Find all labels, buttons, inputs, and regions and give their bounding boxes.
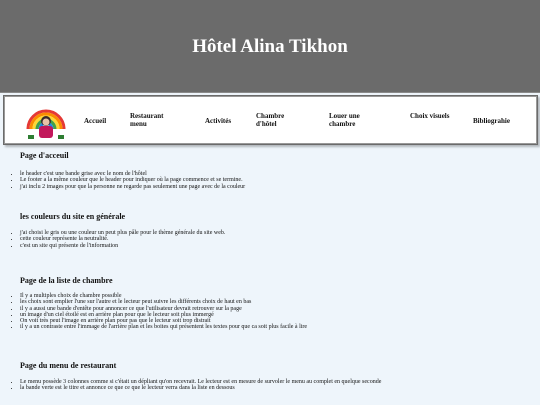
list-item: • Il y a multiples choix de chambre possible bbox=[20, 293, 307, 299]
section-title: les couleurs du site en générale bbox=[20, 212, 126, 221]
list-item: • la bande verte est le titre et annonce ce que ce que le lecteur verra dans la liste en dessous bbox=[20, 385, 381, 391]
section-title: Page d'acceuil bbox=[20, 151, 69, 160]
list-item: • Le menu possède 3 colonnes comme si c'était un dépliant qu'on recevrait. Le lecteur est en mesure de survoler le menu au complet en quelque seconde bbox=[20, 379, 381, 385]
section-list bbox=[0, 293, 307, 331]
nav-item-restaurant-menu[interactable]: Restaurant menu bbox=[130, 112, 164, 128]
list-item: • c'est un site qui présente de l'information bbox=[20, 243, 225, 249]
list-item: • les choix sont emplier l'une sur l'autre et le lecteur peut suivre les différents choix de haut en bas bbox=[20, 299, 307, 305]
nav-bar bbox=[3, 95, 538, 145]
section-list bbox=[0, 171, 245, 190]
nav-item-bibliographie[interactable]: Bibliograhie bbox=[473, 117, 510, 125]
nav-item-louer-chambre[interactable]: Louer une chambre bbox=[329, 112, 360, 128]
section-list bbox=[0, 230, 225, 249]
section-list bbox=[0, 379, 381, 392]
list-item: • cette couleur représente la neutralité. bbox=[20, 236, 225, 242]
section-title: Page de la liste de chambre bbox=[20, 276, 113, 285]
site-header bbox=[0, 0, 540, 93]
list-item: • j'ai choisi le gris ou une couleur un peut plus pâle pour le thème générale du site web. bbox=[20, 230, 225, 236]
nav-item-accueil[interactable]: Accueil bbox=[84, 117, 107, 125]
nav-item-chambre-hotel[interactable]: Chambre d'hôtel bbox=[256, 112, 285, 128]
hotel-title: Hôtel Alina Tikhon bbox=[192, 36, 348, 57]
list-item: • On voit très peut l'image en arrière plan pour pas que le lecteur soit trop distrait bbox=[20, 318, 307, 324]
list-item: • le header c'est une bande grise avec le nom de l'hôtel bbox=[20, 171, 245, 177]
nav-item-choix-visuels[interactable]: Choix visuels bbox=[410, 112, 450, 120]
list-item: • il y a aussi une bande d'entête pour annoncer ce que l'utilisateur devrait retrouver sur la page bbox=[20, 306, 307, 312]
list-item: • un image d'un ciel étoilé est en arrière plan pour que le lecteur soit plus immergé bbox=[20, 312, 307, 318]
list-item: • j'ai inclu 2 images pour que la personne ne regarde pas seulement une page avec de la couleur bbox=[20, 184, 245, 190]
hotel-logo-icon[interactable] bbox=[24, 99, 68, 141]
list-item: • il y a un contraste entre l'immage de l'arrière plan et les boites qui présentent les textes pour que ca soit plus facile à lire bbox=[20, 324, 307, 330]
nav-item-activites[interactable]: Activités bbox=[205, 117, 232, 125]
list-item: • Le footer a la même couleur que le header pour indiquer où la page commence et se termine. bbox=[20, 177, 245, 183]
section-title: Page du menu de restaurant bbox=[20, 361, 117, 370]
